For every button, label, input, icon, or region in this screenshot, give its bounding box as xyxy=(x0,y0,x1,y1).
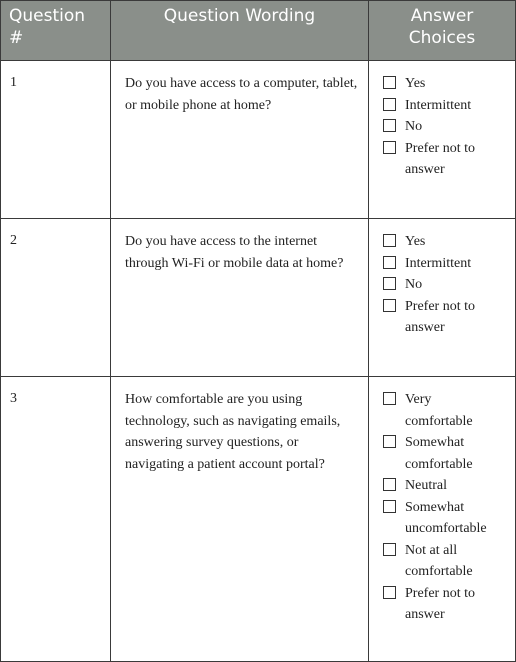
answer-option[interactable] xyxy=(383,253,515,275)
checkbox[interactable] xyxy=(383,478,396,491)
option-label: Intermittent xyxy=(405,97,472,113)
answer-choices xyxy=(369,377,516,662)
option-label: Intermittent xyxy=(405,255,472,271)
answer-option[interactable] xyxy=(383,274,515,296)
option-label-wrap xyxy=(405,296,475,339)
option-label-continued: uncomfortable xyxy=(405,521,487,536)
option-label-continued: comfortable xyxy=(405,413,473,429)
option-label: Not at all xyxy=(405,542,458,558)
option-label: Prefer not to xyxy=(405,298,475,314)
option-label-wrap xyxy=(405,389,473,432)
header-question-wording-label: Question Wording xyxy=(163,6,316,26)
question-number: 3 xyxy=(1,377,111,662)
option-label: Prefer not to xyxy=(405,585,475,601)
header-question-number xyxy=(1,1,111,61)
question-number: 1 xyxy=(1,61,111,219)
answer-option[interactable] xyxy=(383,540,515,583)
header-question-wording xyxy=(111,1,369,61)
option-label-wrap xyxy=(405,540,473,583)
checkbox[interactable] xyxy=(383,234,396,247)
option-label-wrap xyxy=(405,432,473,475)
option-label: Somewhat xyxy=(405,435,465,450)
header-question-number-line1: Question xyxy=(9,6,86,26)
header-question-number-line2: # xyxy=(9,28,24,48)
question-number: 2 xyxy=(1,219,111,377)
checkbox[interactable] xyxy=(383,277,396,290)
answer-option[interactable] xyxy=(383,475,515,497)
answer-option[interactable] xyxy=(383,73,515,95)
option-label: Neutral xyxy=(405,478,447,493)
checkbox[interactable] xyxy=(383,119,396,132)
answer-option[interactable] xyxy=(383,389,515,432)
option-label-continued: answer xyxy=(405,162,445,177)
table-row xyxy=(1,219,516,377)
question-wording: Do you have access to the internet through Wi-Fi or mobile data at home? xyxy=(111,219,369,377)
checkbox[interactable] xyxy=(383,76,396,89)
header-row xyxy=(1,1,516,61)
option-label: Somewhat xyxy=(405,499,465,515)
option-label: Prefer not to xyxy=(405,140,475,156)
question-wording: How comfortable are you using technology, such as navigating emails, answering survey questions, or navigating a patient account portal? xyxy=(111,377,369,662)
option-label: No xyxy=(405,277,423,292)
option-label: Yes xyxy=(405,76,426,91)
question-wording: Do you have access to a computer, tablet, or mobile phone at home? xyxy=(111,61,369,219)
header-answer-choices-line2: Choices xyxy=(408,28,476,48)
answer-option[interactable] xyxy=(383,231,515,253)
answer-option[interactable] xyxy=(383,95,515,117)
answer-option[interactable] xyxy=(383,583,515,626)
option-label-wrap xyxy=(405,583,475,626)
answer-option[interactable] xyxy=(383,138,515,181)
answer-option[interactable] xyxy=(383,296,515,339)
answer-option[interactable] xyxy=(383,432,515,475)
option-label: Very xyxy=(405,392,432,407)
option-label: Yes xyxy=(405,234,426,249)
option-label-continued: comfortable xyxy=(405,564,473,579)
option-label-continued: answer xyxy=(405,607,445,622)
table-row xyxy=(1,61,516,219)
option-label-wrap xyxy=(405,497,487,540)
checkbox[interactable] xyxy=(383,98,396,111)
answer-option[interactable] xyxy=(383,116,515,138)
answer-choices xyxy=(369,219,516,377)
answer-option[interactable] xyxy=(383,497,515,540)
checkbox[interactable] xyxy=(383,256,396,269)
option-label: No xyxy=(405,119,423,134)
option-label-continued: answer xyxy=(405,320,445,335)
table-row xyxy=(1,377,516,662)
option-label-wrap xyxy=(405,138,475,181)
header-answer-choices xyxy=(369,1,516,61)
header-answer-choices-line1: Answer xyxy=(410,6,474,26)
option-label-continued: comfortable xyxy=(405,456,473,472)
answer-choices xyxy=(369,61,516,219)
